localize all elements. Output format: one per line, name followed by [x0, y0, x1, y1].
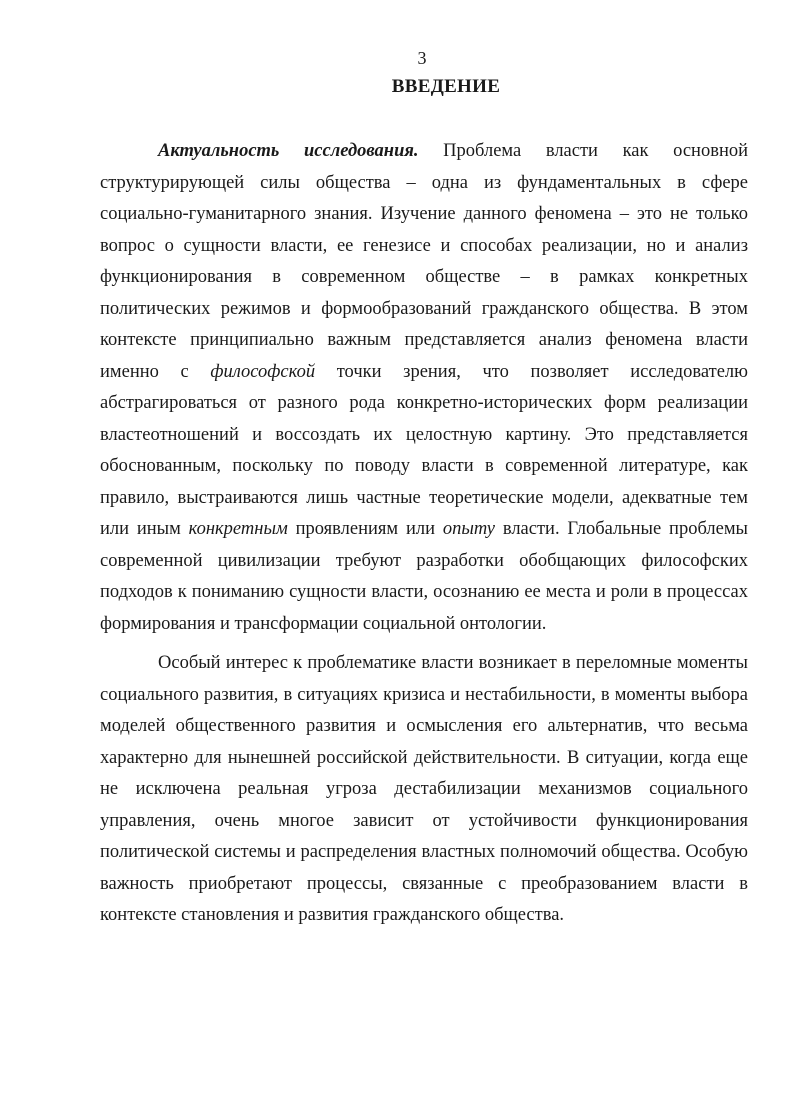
paragraph-relevance — [100, 136, 748, 640]
page-title: ВВЕДЕНИЕ — [391, 76, 501, 97]
italic-term-concrete: конкретным — [188, 519, 288, 539]
paragraph-text-segment: точки зрения, что позволяет исследователю абстрагироваться от разного рода конкретно-исторических форм реализации властеотношений и воссоздать их целостную картину. Это представляется обоснованным, поскольку по поводу власти в современной литературе, как правило, выстраиваются лишь частные теоретические модели, адекватные тем или иным — [100, 361, 748, 539]
paragraph-special-interest: Особый интерес к проблематике власти возникает в переломные моменты социального развития, в ситуациях кризиса и нестабильности, в моменты выбора моделей общественного развития и осмысления его альтернатив, что весьма характерно для нынешней российской действительности. В ситуации, когда еще не исключена реальная угроза дестабилизации механизмов социального управления, очень многое зависит от устойчивости функционирования политической системы и распределения властных полномочий общества. Особую важность приобретают процессы, связанные с преобразованием власти в контексте становления и развития гражданского общества. — [100, 653, 748, 925]
italic-term-experience: опыту — [442, 519, 495, 539]
paragraph-text-segment: проявлениям или — [287, 519, 443, 539]
relevance-heading: Актуальность исследования. — [158, 141, 419, 161]
page-number: 3 — [417, 48, 427, 68]
body-text — [100, 136, 748, 932]
paragraph-text-segment: Проблема власти как основной структурирующей силы общества – одна из фундаментальных в сфере социально-гуманитарного знания. Изучение данного феномена – это не только вопрос о сущности власти, ее генезисе и способах реализации, но и анализ функционирования в современном обществе – в рамках конкретных политических режимов и формообразований гражданского общества. В этом контексте принципиально важным представляется анализ феномена власти именно с — [100, 141, 748, 382]
paragraph-text-segment: власти. Глобальные проблемы современной цивилизации требуют разработки обобщающих философских подходов к пониманию сущности власти, осознанию ее места и роли в процессах формирования и трансформации социальной онтологии. — [100, 519, 748, 634]
italic-term-philosophical: философской — [210, 361, 316, 382]
